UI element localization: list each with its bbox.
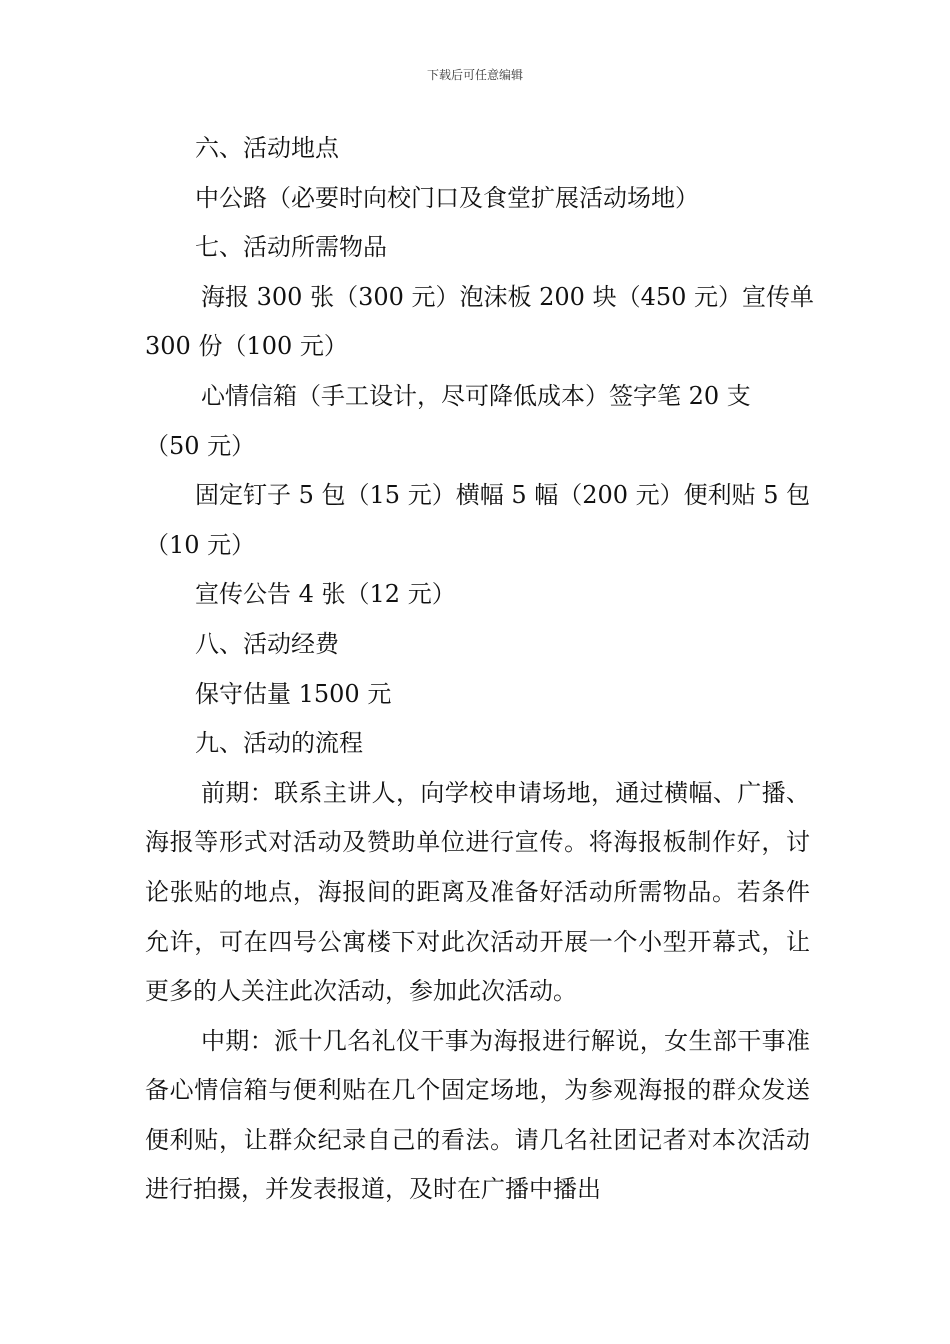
materials-line-4: 宣传公告 4 张（12 元） xyxy=(195,580,456,609)
budget-text: 保守估量 1500 元 xyxy=(195,679,392,708)
process-middle-paragraph: 中期：派十几名礼仪干事为海报进行解说，女生部干事准备心情信箱与便利贴在几个固定场地，为参观海报的群众发送便利贴，让群众纪录自己的看法。请几名社团记者对本次活动进行拍摄，并发表报道，及时在广播中播出 xyxy=(145,1026,810,1204)
section-heading-budget: 八、活动经费 xyxy=(195,629,339,658)
document-body xyxy=(145,124,815,1215)
materials-line-3: 固定钉子 5 包（15 元）横幅 5 幅（200 元）便利贴 5 包 xyxy=(195,481,811,510)
materials-line-2-cont: （50 元） xyxy=(145,431,256,460)
section-heading-process: 九、活动的流程 xyxy=(195,729,363,758)
materials-line-1-cont: 300 份（100 元） xyxy=(145,332,348,361)
page-header: 下载后可任意编辑 xyxy=(426,68,523,82)
materials-line-3-cont: （10 元） xyxy=(145,530,256,559)
section-heading-location: 六、活动地点 xyxy=(195,134,339,162)
materials-line-2: 心情信箱（手工设计，尽可降低成本）签字笔 20 支 xyxy=(201,381,751,410)
process-early-paragraph: 前期：联系主讲人，向学校申请场地，通过横幅、广播、海报等形式对活动及赞助单位进行宣传。将海报板制作好，讨论张贴的地点，海报间的距离及准备好活动所需物品。若条件允许，可在四号公寓楼下对此次活动开展一个小型开幕式，让更多的人关注此次活动，参加此次活动。 xyxy=(145,778,810,1006)
section-heading-materials: 七、活动所需物品 xyxy=(195,233,387,262)
materials-line-1: 海报 300 张（300 元）泡沫板 200 块（450 元）宣传单 xyxy=(201,282,815,311)
location-text: 中公路（必要时向校门口及食堂扩展活动场地） xyxy=(195,183,699,212)
